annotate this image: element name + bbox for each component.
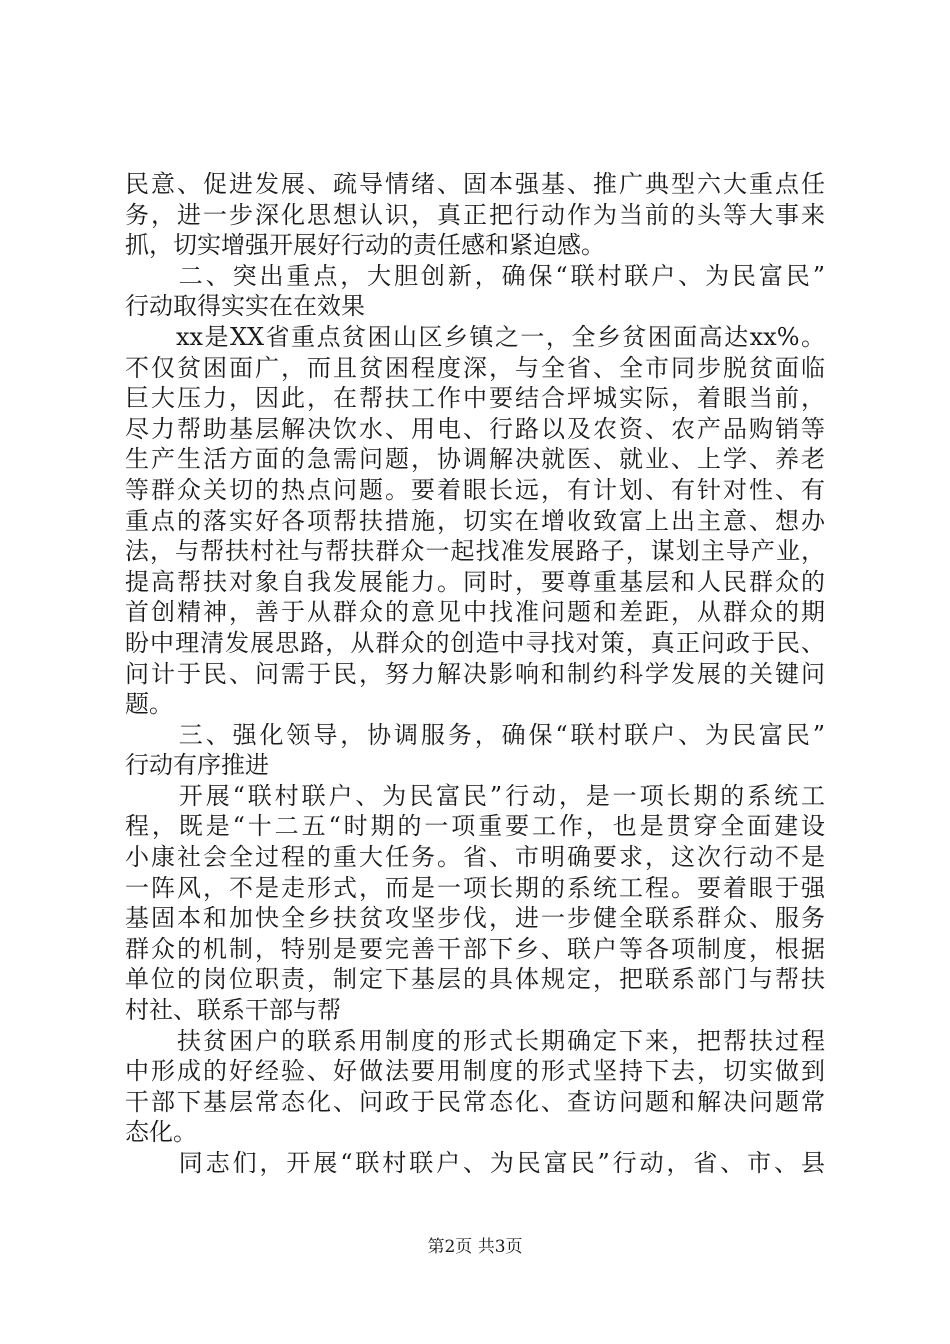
text-line: 生产生活方面的急需问题，协调解决就医、就业、上学、养老 (125, 445, 825, 474)
text-line: 开展“联村联户、为民富民”行动，是一项长期的系统工 (125, 781, 825, 810)
text-line: 群众的机制，特别是要完善干部下乡、联户等各项制度，根据 (125, 934, 825, 963)
text-line: 等群众关切的热点问题。要着眼长远，有计划、有针对性、有 (125, 475, 825, 504)
text-line: 问计于民、问需于民，努力解决影响和制约科学发展的关键问 (125, 659, 825, 688)
text-line: 抓，切实增强开展好行动的责任感和紧迫感。 (125, 231, 605, 260)
text-line: 民意、促进发展、疏导情绪、固本强基、推广典型六大重点任 (125, 170, 825, 198)
text-line: 同志们，开展“联村联户、为民富民”行动，省、市、县 (125, 1149, 825, 1177)
text-line: 单位的岗位职责，制定下基层的具体规定，把联系部门与帮扶 (125, 965, 825, 994)
text-line: 村社、联系干部与帮 (125, 996, 341, 1025)
text-line: 中形成的好经验、好做法要用制度的形式坚持下去，切实做到 (125, 1057, 825, 1086)
text-line: 三、强化领导，协调服务，确保“联村联户、为民富民” (125, 720, 825, 749)
text-line: 行动取得实实在在效果 (125, 292, 365, 321)
text-line: 提高帮扶对象自我发展能力。同时，要尊重基层和人民群众的 (125, 567, 825, 596)
text-line: 态化。 (125, 1118, 197, 1147)
text-line: 不仅贫困面广，而且贫困程度深，与全省、全市同步脱贫面临 (125, 353, 825, 382)
text-line: 二、突出重点，大胆创新，确保“联村联户、为民富民” (125, 261, 825, 290)
text-line: 扶贫困户的联系用制度的形式长期确定下来，把帮扶过程 (125, 1026, 825, 1055)
document-body (125, 169, 825, 1179)
text-line: 法，与帮扶村社与帮扶群众一起找准发展路子，谋划主导产业， (125, 537, 825, 566)
text-line: xx是XX省重点贫困山区乡镇之一，全乡贫困面高达xx%。 (125, 322, 825, 351)
text-line: 行动有序推进 (125, 751, 269, 780)
text-line: 小康社会全过程的重大任务。省、市明确要求，这次行动不是 (125, 843, 825, 872)
text-line: 巨大压力，因此，在帮扶工作中要结合坪城实际，着眼当前， (125, 384, 825, 413)
text-line: 一阵风，不是走形式，而是一项长期的系统工程。要着眼于强 (125, 873, 825, 902)
text-line: 首创精神，善于从群众的意见中找准问题和差距，从群众的期 (125, 598, 825, 627)
page-footer: 第2页 共3页 (427, 1237, 523, 1257)
text-line: 基固本和加快全乡扶贫攻坚步伐，进一步健全联系群众、服务 (125, 904, 825, 933)
text-line: 盼中理清发展思路，从群众的创造中寻找对策，真正问政于民、 (125, 628, 825, 657)
text-line: 重点的落实好各项帮扶措施，切实在增收致富上出主意、想办 (125, 506, 825, 535)
text-line: 干部下基层常态化、问政于民常态化、查访问题和解决问题常 (125, 1087, 825, 1116)
text-line: 程，既是“十二五“时期的一项重要工作，也是贯穿全面建设 (125, 812, 825, 841)
text-line: 尽力帮助基层解决饮水、用电、行路以及农资、农产品购销等 (125, 414, 825, 443)
text-line: 题。 (125, 690, 173, 719)
text-line: 务，进一步深化思想认识，真正把行动作为当前的头等大事来 (125, 200, 825, 229)
